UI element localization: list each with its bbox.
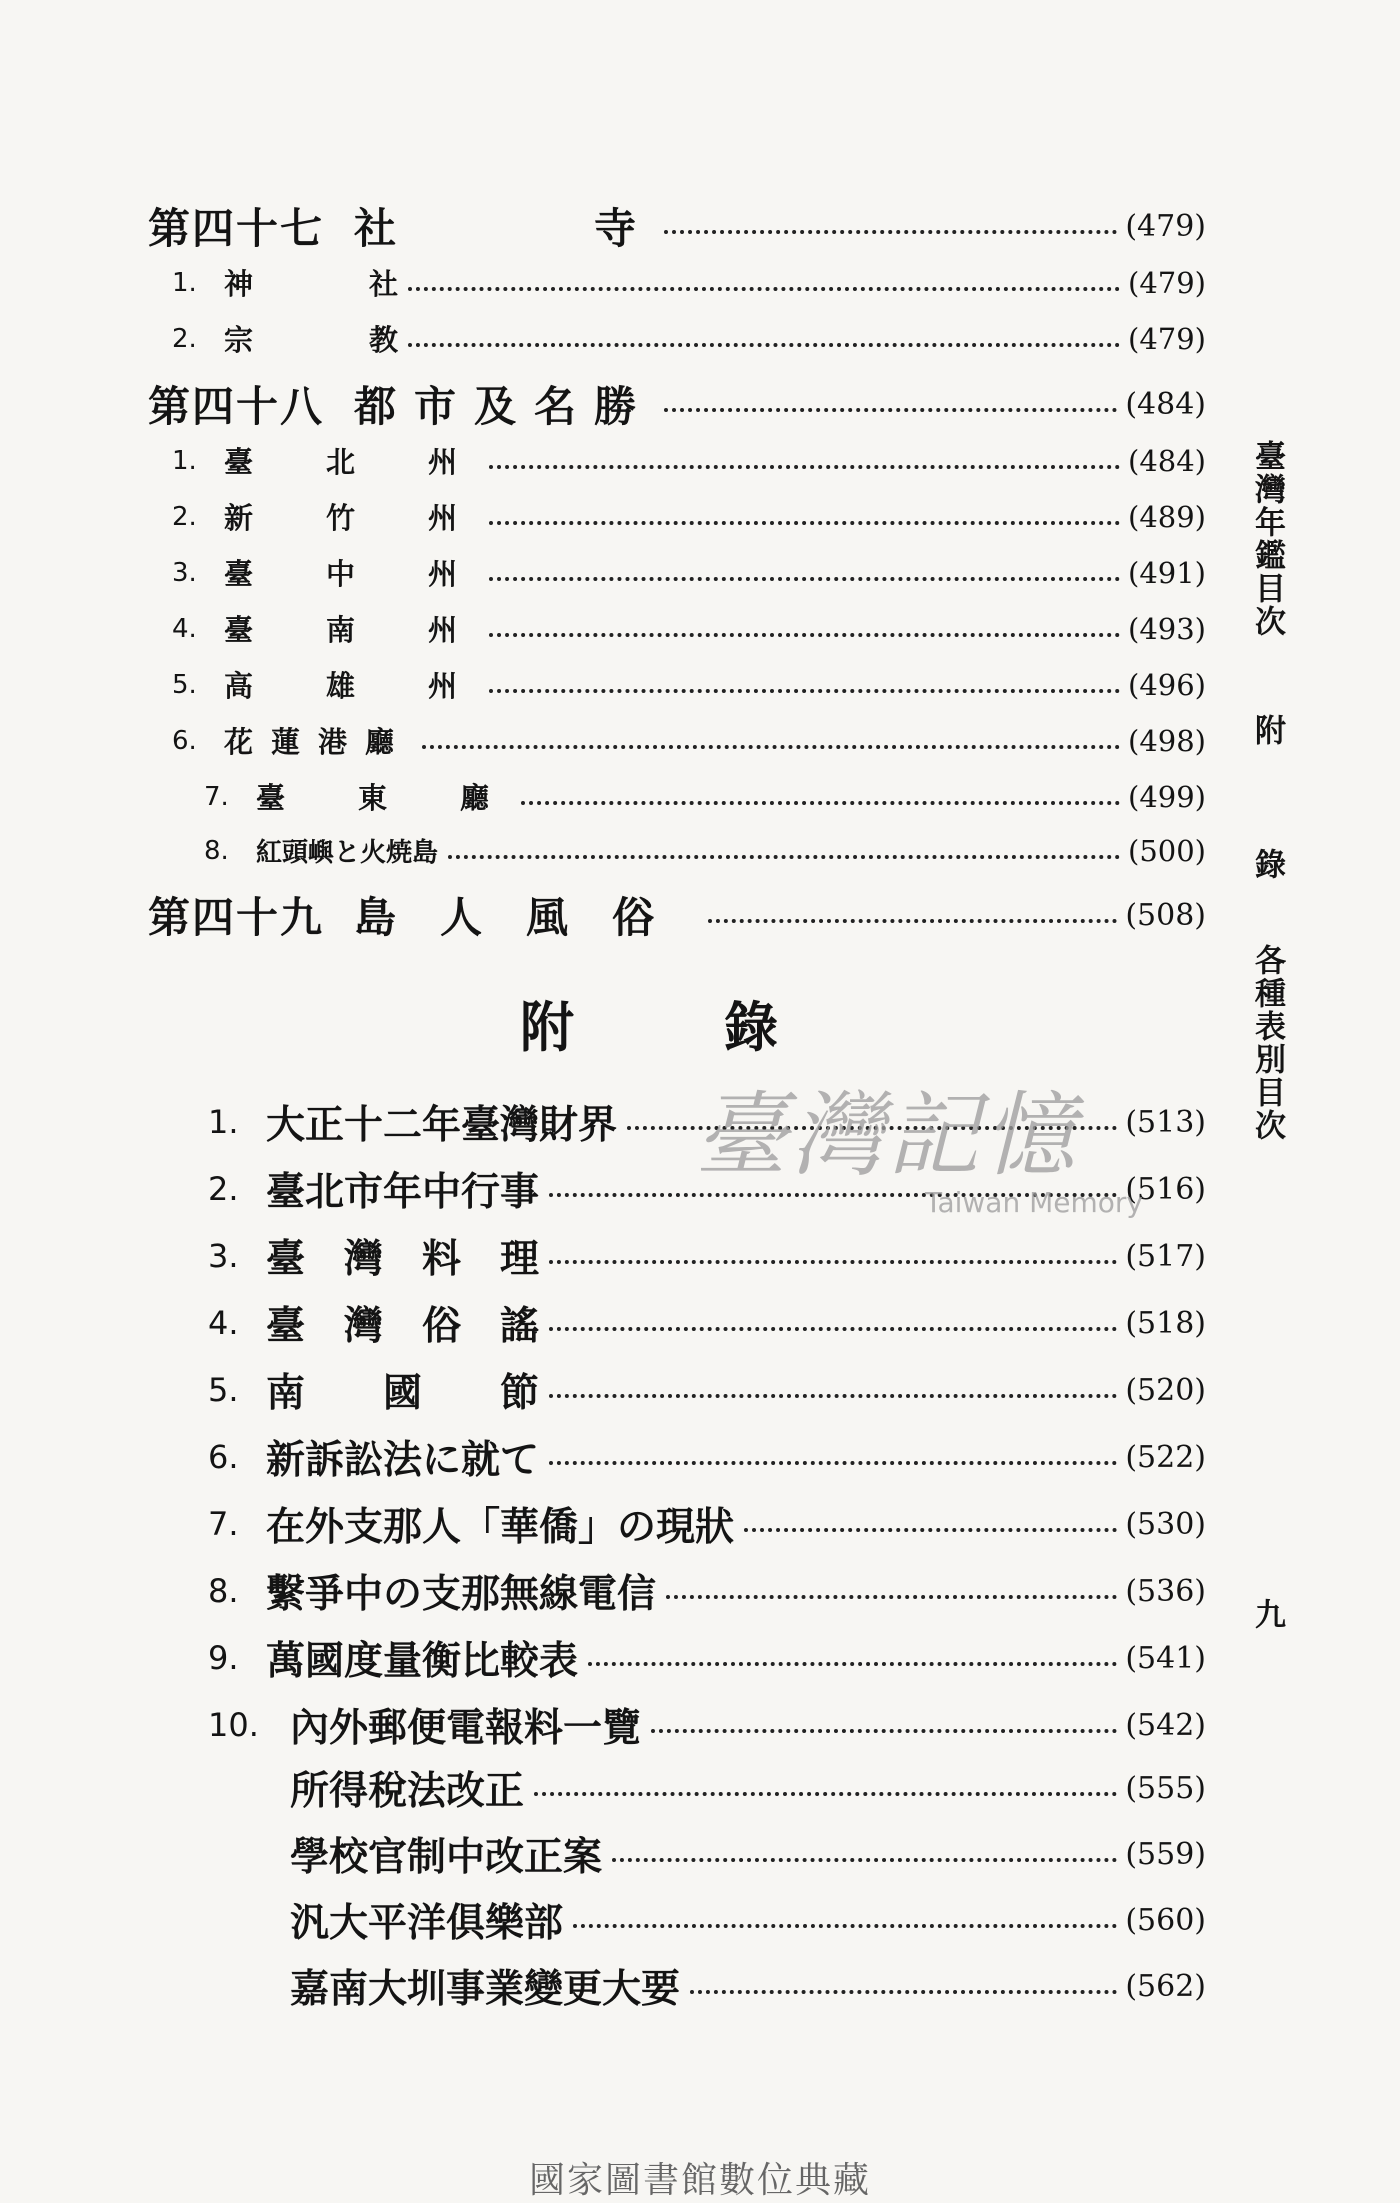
page-ref: (555) [1125, 1770, 1206, 1806]
chapter-number: 第四十七 [148, 204, 325, 253]
chapter-47-entry [148, 196, 1206, 256]
page-ref: (541) [1125, 1640, 1206, 1676]
appendix-item [208, 1697, 1206, 1753]
page-ref: (491) [1128, 555, 1206, 590]
appendix-item [208, 1429, 1206, 1485]
item-title: 嘉南大圳事業變更大要 [290, 1966, 681, 2012]
page-ref: (517) [1125, 1238, 1206, 1274]
toc-subitem [172, 608, 1206, 649]
page-ref: (508) [1125, 897, 1206, 933]
item-title: 臺 灣 料 理 [266, 1236, 540, 1282]
toc-subitem [204, 832, 1206, 869]
leader-dots [521, 801, 1120, 805]
leader-dots [588, 1662, 1117, 1666]
item-title: 在外支那人「華僑」の現狀 [266, 1504, 735, 1550]
item-number: 3. [172, 557, 197, 588]
leader-dots [744, 1528, 1117, 1532]
item-number: 8. [204, 835, 229, 866]
leader-dots [549, 1461, 1117, 1465]
leader-dots [408, 343, 1120, 347]
item-title: 臺 中 州 [224, 557, 480, 591]
item-title: 紅頭嶼と火焼島 [256, 838, 439, 868]
leader-dots [666, 1595, 1117, 1599]
page-ref: (500) [1128, 833, 1206, 868]
item-title: 新訴訟法に就て [266, 1437, 540, 1483]
item-title: 汎大平洋俱樂部 [290, 1900, 564, 1946]
toc-subitem [172, 440, 1206, 481]
item-title: 臺 南 州 [224, 613, 480, 647]
toc-subitem [172, 496, 1206, 537]
chapter-48-entry [148, 374, 1206, 434]
item-title: 臺 東 廳 [256, 781, 512, 815]
leader-dots [612, 1858, 1117, 1862]
chapter-number: 第四十九 [148, 893, 325, 942]
item-number: 4. [208, 1304, 239, 1342]
item-number: 1. [208, 1103, 239, 1141]
appendix-item [208, 1362, 1206, 1418]
running-title: 臺灣年鑑目次 [1249, 440, 1285, 638]
page-ref: (536) [1125, 1573, 1206, 1609]
chapter-title: 都市及名勝 [354, 382, 655, 431]
item-number: 5. [208, 1371, 239, 1409]
toc-subitem [172, 720, 1206, 761]
page-ref: (520) [1125, 1372, 1206, 1408]
chapter-title: 島人風俗 [354, 893, 699, 942]
item-number: 3. [208, 1237, 239, 1275]
leader-dots [573, 1924, 1117, 1928]
leader-dots [549, 1327, 1117, 1331]
leader-dots [489, 577, 1120, 581]
leader-dots [664, 230, 1117, 234]
page-ref: (479) [1128, 265, 1206, 300]
page-ref: (560) [1125, 1902, 1206, 1938]
item-title: 臺北市年中行事 [266, 1169, 540, 1215]
page-ref: (484) [1125, 386, 1206, 422]
page-ref: (489) [1128, 499, 1206, 534]
chapter-49-entry [148, 885, 1206, 945]
item-number: 6. [208, 1438, 239, 1476]
item-title: 高 雄 州 [224, 669, 480, 703]
page-ref: (518) [1125, 1305, 1206, 1341]
leader-dots [489, 521, 1120, 525]
page-ref: (498) [1128, 723, 1206, 758]
appendix-item [208, 1295, 1206, 1351]
watermark-chinese: 臺灣記憶 [695, 1082, 1080, 1189]
footer-library-credit: 國家圖書館數位典藏 [528, 2160, 871, 2201]
appendix-extra-item [290, 1760, 1206, 1816]
watermark [695, 1082, 1175, 1250]
item-number: 2. [172, 501, 197, 532]
item-title: 神 社 [224, 267, 399, 301]
item-number: 5. [172, 669, 197, 700]
leader-dots [549, 1394, 1117, 1398]
page-ref: (530) [1125, 1506, 1206, 1542]
chapter-title: 社 寺 [354, 204, 655, 253]
item-title: 新 竹 州 [224, 501, 480, 535]
leader-dots [489, 633, 1120, 637]
item-number: 7. [204, 781, 229, 812]
item-number: 1. [172, 445, 197, 476]
page-ref: (559) [1125, 1836, 1206, 1872]
toc-subitem [172, 318, 1206, 359]
item-title: 繫爭中の支那無線電信 [266, 1571, 657, 1617]
item-title: 學校官制中改正案 [290, 1834, 603, 1880]
appendix-item [208, 1563, 1206, 1619]
item-number: 7. [208, 1505, 239, 1543]
appendix-item [208, 1496, 1206, 1552]
appendix-extra-item [290, 1826, 1206, 1882]
item-title: 內外郵便電報料一覽 [290, 1705, 642, 1751]
chapter-number: 第四十八 [148, 382, 325, 431]
item-number: 4. [172, 613, 197, 644]
page-ref: (513) [1125, 1104, 1206, 1140]
page-ref: (484) [1128, 443, 1206, 478]
leader-dots [651, 1729, 1117, 1733]
toc-subitem [204, 776, 1206, 817]
item-number: 1. [172, 267, 197, 298]
item-title: 大正十二年臺灣財界 [266, 1102, 618, 1148]
page-ref: (499) [1128, 779, 1206, 814]
running-section-2: 錄 [1249, 848, 1285, 881]
item-number: 6. [172, 725, 197, 756]
leader-dots [489, 689, 1120, 693]
item-title: 花蓮港廳 [224, 725, 413, 759]
leader-dots [549, 1260, 1117, 1264]
item-title: 所得稅法改正 [290, 1768, 525, 1814]
page-ref: (516) [1125, 1171, 1206, 1207]
appendix-extra-item [290, 1958, 1206, 2014]
leader-dots [448, 855, 1120, 859]
page-ref: (522) [1125, 1439, 1206, 1475]
leader-dots [690, 1990, 1117, 1994]
leader-dots [664, 408, 1117, 412]
leader-dots [489, 465, 1120, 469]
leader-dots [422, 745, 1120, 749]
page-ref: (479) [1125, 208, 1206, 244]
page-ref: (542) [1125, 1707, 1206, 1743]
appendix-extra-item [290, 1892, 1206, 1948]
page-ref: (479) [1128, 321, 1206, 356]
leader-dots [708, 919, 1117, 923]
item-number: 10. [208, 1706, 259, 1744]
toc-subitem [172, 262, 1206, 303]
toc-subitem [172, 552, 1206, 593]
item-title: 臺 灣 俗 謠 [266, 1303, 540, 1349]
item-number: 2. [208, 1170, 239, 1208]
toc-subitem [172, 664, 1206, 705]
item-title: 萬國度量衡比較表 [266, 1638, 579, 1684]
page-ref: (562) [1125, 1968, 1206, 2004]
page-ref: (493) [1128, 611, 1206, 646]
item-number: 2. [172, 323, 197, 354]
item-number: 8. [208, 1572, 239, 1610]
running-section-1: 附 [1249, 714, 1285, 747]
item-title: 南 國 節 [266, 1370, 540, 1416]
watermark-english: Taiwan Memory [925, 1186, 1143, 1219]
item-number: 9. [208, 1639, 239, 1677]
appendix-heading: 附錄 [520, 995, 928, 1059]
margin-page-number: 九 [1249, 1598, 1285, 1631]
page-ref: (496) [1128, 667, 1206, 702]
leader-dots [534, 1792, 1117, 1796]
item-title: 宗 教 [224, 323, 399, 357]
item-title: 臺 北 州 [224, 445, 480, 479]
appendix-item [208, 1630, 1206, 1686]
running-section-3: 各種表別目次 [1249, 944, 1285, 1142]
leader-dots [408, 287, 1120, 291]
